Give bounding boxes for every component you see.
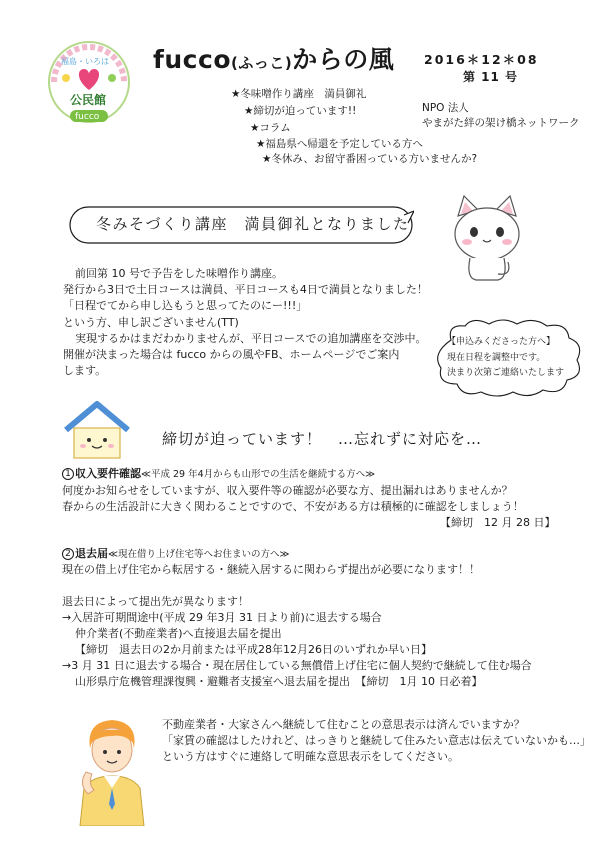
publisher-name: やまがた絆の架け橋ネットワーク — [422, 117, 580, 129]
staff-person-icon — [72, 714, 152, 826]
item1-title: 収入要件確認 — [75, 467, 141, 480]
item1-line: 春からの生活設計に大きく関わることですので、不安がある方は積極的に確認をしましょう！ — [62, 500, 524, 513]
item1-subtitle: ≪平成 29 年4月からも山形での生活を継続する方へ≫ — [141, 469, 376, 480]
item2-title: 退去届 — [75, 547, 108, 560]
section1-heading: 冬みそづくり講座 満員御礼となりました — [96, 215, 410, 233]
section1-line: 「日程でてから申し込もうと思ってたのにー!!!」 — [63, 299, 308, 312]
item3-line: →3 月 31 日に退去する場合・現在居住している無償借上げ住宅に個人契約で継続して住む場合 — [62, 659, 532, 672]
title-part-c: からの風 — [292, 45, 395, 74]
logo-word: fucco — [75, 112, 100, 122]
item2-heading — [62, 546, 289, 563]
house-character-icon — [62, 400, 132, 462]
issue-number: 第 11 号 — [463, 70, 519, 84]
item3-line: →入居許可期間途中(平成 29 年3月 31 日より前)に退去する場合 — [62, 611, 382, 624]
section3-line: 不動産業者・大家さんへ継続して住むことの意思表示は済んでいますか？ — [162, 718, 525, 731]
item3-line: 【締切 退去日の2か月前または平成28年12月26日のいずれか早い日】 — [75, 643, 432, 656]
item3-line: 山形県庁危機管理課復興・避難者支援室へ退去届を提出 【締切 1月 10 日必着】 — [75, 675, 483, 688]
toc-item: ★冬休み、お留守番困っている方いませんか? — [262, 153, 478, 165]
cloud-note-title: 【申込みくださった方へ】 — [447, 337, 556, 347]
section3-line: 「家賃の確認はしたけれど、はっきりと継続して住みたい意志は伝えていないかも…」 — [162, 734, 591, 747]
title-part-b: (ふっこ) — [231, 54, 293, 72]
item-number: 1 — [62, 468, 74, 480]
item1-line: 何度かお知らせをしていますが、収入要件等の確認が必要な方、提出漏れはありませんか？ — [62, 484, 513, 497]
toc-item: ★冬味噌作り講座 満員御礼 — [231, 88, 367, 100]
toc-item: ★締切が迫っています!! — [244, 105, 357, 117]
toc-item: ★コラム — [250, 122, 291, 134]
item2-subtitle: ≪現在借り上げ住宅等へお住まいの方へ≫ — [108, 549, 290, 560]
section1-line: 実現するかはまだわかりませんが、平日コースでの追加講座を交渉中。 — [75, 332, 427, 345]
cloud-note-line: 決まり次第ご連絡いたします — [447, 368, 565, 378]
section1-line: します。 — [63, 364, 107, 377]
fucco-community-center-logo — [44, 38, 134, 134]
section1-line: 開催が決まった場合は fucco からの風やFB、ホームページでご案内 — [63, 348, 400, 361]
item1-deadline: 【締切 12 月 28 日】 — [440, 516, 556, 529]
item3-line: 仲介業者(不動産業者)へ直接退去届を提出 — [75, 627, 282, 640]
section1-line: 前回第 10 号で予告をした味噌作り講座。 — [75, 267, 283, 280]
publisher-type: NPO 法人 — [422, 102, 469, 114]
title-part-a: fucco — [153, 45, 231, 74]
section1-line: という方、申し訳ございません(TT) — [63, 316, 239, 329]
item-number: 2 — [62, 548, 74, 560]
item1-heading — [62, 466, 375, 483]
issue-date: 2016＊12＊08 — [424, 52, 539, 67]
cat-mascot-icon — [446, 194, 528, 294]
section1-line: 発行から3日で土日コースは満員、平日コースも4日で満員となりました！ — [63, 283, 428, 296]
newsletter-title — [153, 40, 394, 76]
logo-arc-text: 福島・いろは — [61, 57, 109, 66]
toc-item: ★福島県へ帰還を予定している方へ — [256, 138, 423, 150]
cloud-note-line: 現在日程を調整中です。 — [447, 353, 546, 363]
section2-heading: 締切が迫っています！ …忘れずに対応を… — [162, 430, 483, 448]
logo-kanji: 公民館 — [70, 93, 107, 107]
item3-line: 退去日によって提出先が異なります！ — [62, 595, 249, 608]
section3-line: という方はすぐに連絡して明確な意思表示をしてください。 — [162, 750, 459, 763]
item2-line: 現在の借上げ住宅から転居する・継続入居するに関わらず提出が必要になります！！ — [62, 563, 480, 576]
